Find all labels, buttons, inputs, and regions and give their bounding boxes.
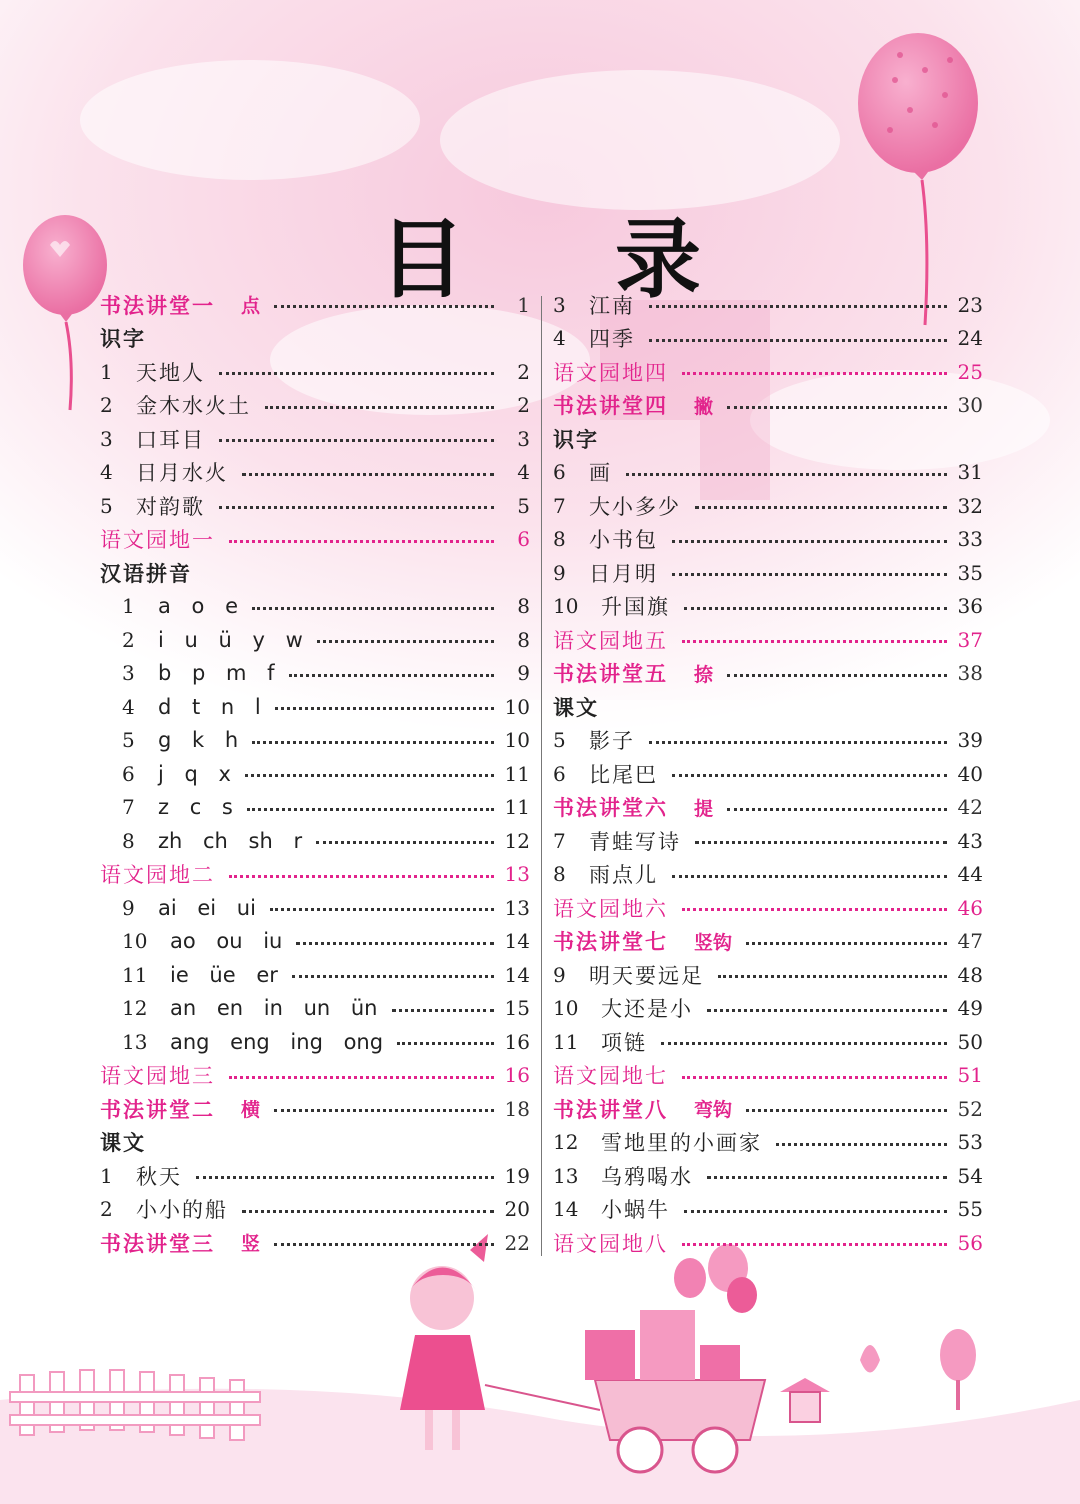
- toc-entry-number: 5: [553, 728, 566, 753]
- toc-leader-dots: [274, 1109, 494, 1112]
- toc-entry[interactable]: [553, 623, 983, 657]
- toc-entry-title: 江南: [589, 293, 635, 318]
- toc-page-number: 3: [517, 426, 530, 451]
- toc-leader-dots: [196, 1176, 494, 1179]
- toc-entry-title: i u ü y w: [158, 627, 303, 652]
- toc-page-number: 20: [504, 1197, 530, 1222]
- toc-entry-title: 口耳目: [136, 427, 205, 452]
- toc-entry-title: 秋天: [136, 1164, 182, 1189]
- toc-entry-title: 语文园地四: [553, 360, 668, 385]
- toc-page-number: 25: [957, 359, 983, 384]
- toc-leader-dots: [252, 741, 494, 744]
- toc-entry-title: 语文园地五: [553, 628, 668, 653]
- toc-section-heading: [100, 1126, 530, 1160]
- toc-entry-number: 9: [553, 560, 566, 585]
- toc-entry-title: 画: [589, 461, 612, 486]
- toc-entry[interactable]: [100, 489, 530, 523]
- toc-entry[interactable]: [553, 322, 983, 356]
- toc-page-number: 51: [957, 1063, 983, 1088]
- toc-entry[interactable]: [100, 422, 530, 456]
- toc-entry-number: 6: [122, 761, 135, 786]
- toc-entry-number: 9: [553, 962, 566, 987]
- toc-entry[interactable]: [100, 456, 530, 490]
- toc-leader-dots: [317, 640, 494, 643]
- toc-page-number: 9: [517, 661, 530, 686]
- toc-entry-title: 识字: [553, 427, 599, 452]
- toc-entry[interactable]: [100, 757, 530, 791]
- toc-entry-number: 5: [100, 493, 113, 518]
- toc-leader-dots: [682, 908, 947, 911]
- toc-leader-dots: [672, 774, 947, 777]
- toc-page-number: 22: [504, 1230, 530, 1255]
- toc-page-number: 30: [957, 393, 983, 418]
- toc-leader-dots: [682, 372, 947, 375]
- toc-leader-dots: [695, 841, 947, 844]
- toc-entry[interactable]: [553, 824, 983, 858]
- toc-entry-number: 7: [553, 828, 566, 853]
- toc-leader-dots: [649, 339, 947, 342]
- toc-entry-number: 2: [100, 393, 113, 418]
- toc-leader-dots: [707, 1176, 947, 1179]
- toc-entry-stroke: 横: [241, 1099, 261, 1122]
- toc-leader-dots: [682, 1243, 947, 1246]
- toc-entry-number: 10: [553, 996, 579, 1021]
- toc-leader-dots: [296, 942, 494, 945]
- title-char-2: 录: [615, 210, 701, 310]
- toc-page-number: 40: [957, 761, 983, 786]
- toc-leader-dots: [695, 506, 947, 509]
- toc-entry[interactable]: [100, 1226, 530, 1260]
- toc-entry[interactable]: [100, 523, 530, 557]
- toc-entry[interactable]: [553, 556, 983, 590]
- toc-page-number: 54: [957, 1163, 983, 1188]
- toc-entry-title: 项链: [601, 1030, 647, 1055]
- toc-leader-dots: [274, 1243, 494, 1246]
- toc-leader-dots: [718, 975, 947, 978]
- toc-entry-stroke: 撇: [694, 395, 714, 418]
- toc-entry[interactable]: [553, 1193, 983, 1227]
- toc-page-number: 33: [957, 527, 983, 552]
- toc-left-column: [100, 288, 530, 1260]
- toc-leader-dots: [242, 1210, 494, 1213]
- toc-page-number: 19: [504, 1163, 530, 1188]
- toc-page-number: 15: [504, 996, 530, 1021]
- toc-entry-number: 1: [100, 1163, 113, 1188]
- toc-entry-title: 对韵歌: [136, 494, 205, 519]
- toc-page-number: 46: [957, 895, 983, 920]
- toc-entry[interactable]: [100, 690, 530, 724]
- toc-page-number: 39: [957, 728, 983, 753]
- toc-page-number: 42: [957, 795, 983, 820]
- toc-entry[interactable]: [553, 489, 983, 523]
- toc-entry-title: zh ch sh r: [158, 828, 303, 853]
- toc-page-number: 11: [504, 761, 530, 786]
- toc-leader-dots: [649, 741, 947, 744]
- toc-entry-stroke: 捺: [694, 663, 714, 686]
- toc-leader-dots: [682, 1076, 947, 1079]
- toc-page-number: 4: [517, 460, 530, 485]
- toc-page-number: 36: [957, 594, 983, 619]
- toc-entry-title: ang eng ing ong: [170, 1029, 384, 1054]
- toc-leader-dots: [242, 473, 494, 476]
- toc-entry-number: 10: [553, 594, 579, 619]
- toc-entry-number: 2: [122, 627, 135, 652]
- toc-page-number: 8: [517, 594, 530, 619]
- toc-entry[interactable]: [100, 1059, 530, 1093]
- toc-page-number: 13: [504, 895, 530, 920]
- toc-entry-number: 12: [122, 996, 148, 1021]
- toc-entry-number: 5: [122, 728, 135, 753]
- toc-entry-number: 9: [122, 895, 135, 920]
- toc-page-number: 5: [517, 493, 530, 518]
- toc-entry-stroke: 竖钩: [694, 931, 733, 954]
- toc-leader-dots: [776, 1143, 947, 1146]
- toc-entry[interactable]: [100, 958, 530, 992]
- toc-leader-dots: [684, 1210, 947, 1213]
- toc-page-number: 16: [504, 1029, 530, 1054]
- toc-entry-title: j q x: [158, 761, 231, 786]
- toc-page-number: 2: [517, 393, 530, 418]
- toc-entry[interactable]: [100, 891, 530, 925]
- toc-page-number: 18: [504, 1096, 530, 1121]
- toc-entry[interactable]: [553, 1159, 983, 1193]
- toc-entry[interactable]: [553, 1092, 983, 1126]
- toc-entry-title: 语文园地六: [553, 896, 668, 921]
- toc-entry-title: z c s: [158, 795, 233, 820]
- toc-leader-dots: [672, 875, 947, 878]
- toc-section-heading: [100, 322, 530, 356]
- toc-entry-title: 语文园地七: [553, 1064, 668, 1089]
- toc-entry-title: 语文园地八: [553, 1231, 668, 1256]
- toc-entry-title: b p m f: [158, 661, 275, 686]
- toc-page-number: 31: [957, 460, 983, 485]
- toc-entry[interactable]: [100, 288, 530, 322]
- toc-entry[interactable]: [100, 925, 530, 959]
- toc-entry[interactable]: [553, 724, 983, 758]
- toc-entry-title: 天地人: [136, 360, 205, 385]
- toc-page-number: 43: [957, 828, 983, 853]
- toc-entry-number: 3: [122, 661, 135, 686]
- toc-entry-number: 1: [122, 594, 135, 619]
- toc-entry[interactable]: [553, 288, 983, 322]
- toc-section-heading: [100, 556, 530, 590]
- toc-leader-dots: [219, 439, 494, 442]
- toc-entry-number: 10: [122, 929, 148, 954]
- toc-entry-number: 4: [553, 326, 566, 351]
- toc-entry-title: 金木水火土: [136, 394, 251, 419]
- toc-leader-dots: [229, 1076, 494, 1079]
- toc-entry-title: 书法讲堂二: [100, 1097, 215, 1122]
- toc-entry[interactable]: [100, 724, 530, 758]
- toc-leader-dots: [746, 942, 947, 945]
- toc-leader-dots: [682, 640, 947, 643]
- toc-page-number: 23: [957, 292, 983, 317]
- toc-entry-number: 14: [553, 1197, 579, 1222]
- toc-entry-title: ao ou iu: [170, 929, 283, 954]
- toc-page-number: 35: [957, 560, 983, 585]
- toc-page-number: 52: [957, 1096, 983, 1121]
- toc-entry[interactable]: [553, 925, 983, 959]
- toc-entry-title: 大小多少: [589, 494, 681, 519]
- toc-page-number: 1: [517, 292, 530, 317]
- toc-entry[interactable]: [553, 858, 983, 892]
- toc-entry[interactable]: [553, 389, 983, 423]
- toc-entry-number: 7: [122, 795, 135, 820]
- toc-leader-dots: [292, 975, 494, 978]
- toc-page-number: 14: [504, 962, 530, 987]
- toc-entry-number: 13: [553, 1163, 579, 1188]
- toc-entry-title: 书法讲堂六: [553, 796, 668, 821]
- toc-entry-number: 3: [100, 426, 113, 451]
- toc-section-heading: [553, 422, 983, 456]
- toc-entry[interactable]: [100, 590, 530, 624]
- toc-entry-title: 汉语拼音: [100, 561, 192, 586]
- toc-leader-dots: [649, 305, 947, 308]
- toc-right-column: [553, 288, 983, 1260]
- toc-leader-dots: [219, 372, 494, 375]
- toc-leader-dots: [316, 841, 494, 844]
- toc-entry-title: a o e: [158, 594, 238, 619]
- toc-entry-title: 升国旗: [601, 595, 670, 620]
- toc-entry-title: 书法讲堂八: [553, 1097, 668, 1122]
- toc-entry[interactable]: [100, 389, 530, 423]
- toc-entry-stroke: 提: [694, 797, 714, 820]
- toc-page-number: 10: [504, 728, 530, 753]
- toc-entry-title: 四季: [589, 327, 635, 352]
- toc-leader-dots: [626, 473, 947, 476]
- toc-entry-number: 6: [553, 460, 566, 485]
- toc-page-number: 37: [957, 627, 983, 652]
- toc-leader-dots: [707, 1009, 947, 1012]
- toc-leader-dots: [661, 1042, 947, 1045]
- toc-leader-dots: [229, 875, 494, 878]
- scenery-right: [780, 1329, 976, 1422]
- toc-entry-title: 乌鸦喝水: [601, 1164, 693, 1189]
- toc-entry-title: 书法讲堂一: [100, 293, 215, 318]
- toc-leader-dots: [229, 540, 494, 543]
- toc-entry-title: 影子: [589, 729, 635, 754]
- toc-leader-dots: [274, 305, 494, 308]
- toc-entry-number: 13: [122, 1029, 148, 1054]
- toc-entry[interactable]: [100, 1092, 530, 1126]
- toc-leader-dots: [289, 674, 494, 677]
- toc-leader-dots: [265, 406, 494, 409]
- toc-leader-dots: [746, 1109, 947, 1112]
- toc-entry-number: 4: [122, 694, 135, 719]
- toc-entry[interactable]: [100, 992, 530, 1026]
- toc-entry-number: 8: [553, 862, 566, 887]
- toc-entry[interactable]: [100, 1025, 530, 1059]
- toc-entry-title: 语文园地一: [100, 528, 215, 553]
- toc-entry-title: 识字: [100, 327, 146, 352]
- toc-entry-stroke: 竖: [241, 1233, 261, 1256]
- toc-entry[interactable]: [100, 824, 530, 858]
- toc-page-number: 8: [517, 627, 530, 652]
- toc-entry[interactable]: [100, 623, 530, 657]
- toc-entry[interactable]: [553, 657, 983, 691]
- toc-page-number: 2: [517, 359, 530, 384]
- toc-entry[interactable]: [553, 355, 983, 389]
- toc-entry-title: an en in un ün: [170, 996, 378, 1021]
- toc-entry-title: 日月水火: [136, 461, 228, 486]
- toc-page-number: 38: [957, 661, 983, 686]
- toc-leader-dots: [684, 607, 947, 610]
- toc-entry-number: 8: [122, 828, 135, 853]
- toc-entry-title: 比尾巴: [589, 762, 658, 787]
- toc-entry-title: 青蛙写诗: [589, 829, 681, 854]
- toc-page-number: 11: [504, 795, 530, 820]
- toc-page-number: 53: [957, 1130, 983, 1155]
- toc-entry-title: 雪地里的小画家: [601, 1131, 762, 1156]
- toc-entry[interactable]: [553, 590, 983, 624]
- toc-leader-dots: [397, 1042, 494, 1045]
- toc-leader-dots: [727, 674, 947, 677]
- toc-entry-number: 7: [553, 493, 566, 518]
- toc-page-number: 44: [957, 862, 983, 887]
- toc-page-number: 55: [957, 1197, 983, 1222]
- toc-leader-dots: [275, 707, 494, 710]
- toc-entry[interactable]: [100, 355, 530, 389]
- toc-entry-title: d t n l: [158, 694, 261, 719]
- toc-entry-title: ie üe er: [170, 962, 278, 987]
- toc-entry-title: 书法讲堂七: [553, 930, 668, 955]
- toc-entry[interactable]: [100, 1193, 530, 1227]
- toc-leader-dots: [219, 506, 494, 509]
- toc-entry-number: 1: [100, 359, 113, 384]
- toc-page-number: 56: [957, 1230, 983, 1255]
- toc-page-number: 48: [957, 962, 983, 987]
- toc-entry-title: 大还是小: [601, 997, 693, 1022]
- toc-entry-number: 4: [100, 460, 113, 485]
- toc-entry[interactable]: [553, 958, 983, 992]
- toc-entry-number: 11: [553, 1029, 579, 1054]
- toc-entry-title: 课文: [100, 1131, 146, 1156]
- toc-leader-dots: [245, 774, 494, 777]
- toc-entry[interactable]: [553, 1226, 983, 1260]
- toc-entry-number: 2: [100, 1197, 113, 1222]
- toc-entry-title: 小蜗牛: [601, 1198, 670, 1223]
- toc-leader-dots: [392, 1009, 495, 1012]
- toc-leader-dots: [727, 406, 947, 409]
- toc-entry[interactable]: [100, 858, 530, 892]
- toc-entry-title: 书法讲堂四: [553, 394, 668, 419]
- toc-leader-dots: [672, 540, 947, 543]
- toc-entry-title: 明天要远足: [589, 963, 704, 988]
- toc-entry[interactable]: [100, 657, 530, 691]
- toc-entry[interactable]: [553, 1059, 983, 1093]
- toc-entry-title: g k h: [158, 728, 239, 753]
- toc-entry-number: 12: [553, 1130, 579, 1155]
- toc-entry[interactable]: [553, 1126, 983, 1160]
- toc-entry[interactable]: [100, 1159, 530, 1193]
- toc-entry-title: 语文园地二: [100, 863, 215, 888]
- toc-entry-number: 3: [553, 292, 566, 317]
- toc-entry-number: 8: [553, 527, 566, 552]
- toc-entry[interactable]: [553, 891, 983, 925]
- toc-page-number: 49: [957, 996, 983, 1021]
- toc-entry[interactable]: [100, 791, 530, 825]
- toc-entry[interactable]: [553, 456, 983, 490]
- toc-entry-title: 雨点儿: [589, 863, 658, 888]
- toc-entry-title: 语文园地三: [100, 1064, 215, 1089]
- toc-page-number: 32: [957, 493, 983, 518]
- toc-entry[interactable]: [553, 523, 983, 557]
- toc-page-number: 50: [957, 1029, 983, 1054]
- toc-page-number: 14: [504, 929, 530, 954]
- toc-entry[interactable]: [553, 1025, 983, 1059]
- toc-page-number: 16: [504, 1063, 530, 1088]
- toc-page-number: 10: [504, 694, 530, 719]
- title-char-1: 目: [379, 210, 465, 310]
- toc-entry-title: ai ei ui: [158, 895, 256, 920]
- toc-entry[interactable]: [553, 791, 983, 825]
- toc-entry-stroke: 点: [241, 295, 261, 318]
- toc-entry[interactable]: [553, 992, 983, 1026]
- toc-entry-number: 6: [553, 761, 566, 786]
- toc-page-number: 13: [504, 862, 530, 887]
- toc-section-heading: [553, 690, 983, 724]
- toc-leader-dots: [727, 808, 947, 811]
- toc-leader-dots: [672, 573, 947, 576]
- toc-page-number: 12: [504, 828, 530, 853]
- toc-entry-title: 小小的船: [136, 1198, 228, 1223]
- toc-leader-dots: [252, 607, 494, 610]
- toc-page-number: 24: [957, 326, 983, 351]
- toc-page-number: 47: [957, 929, 983, 954]
- toc-entry-title: 书法讲堂三: [100, 1231, 215, 1256]
- toc-entry[interactable]: [553, 757, 983, 791]
- toc-page-number: 6: [517, 527, 530, 552]
- toc-entry-number: 11: [122, 962, 148, 987]
- toc-entry-stroke: 弯钩: [694, 1099, 733, 1122]
- toc-leader-dots: [247, 808, 494, 811]
- toc-entry-title: 课文: [553, 695, 599, 720]
- toc-leader-dots: [270, 908, 494, 911]
- toc-entry-title: 书法讲堂五: [553, 662, 668, 687]
- toc-entry-title: 小书包: [589, 528, 658, 553]
- column-divider: [541, 296, 542, 1256]
- toc-entry-title: 日月明: [589, 561, 658, 586]
